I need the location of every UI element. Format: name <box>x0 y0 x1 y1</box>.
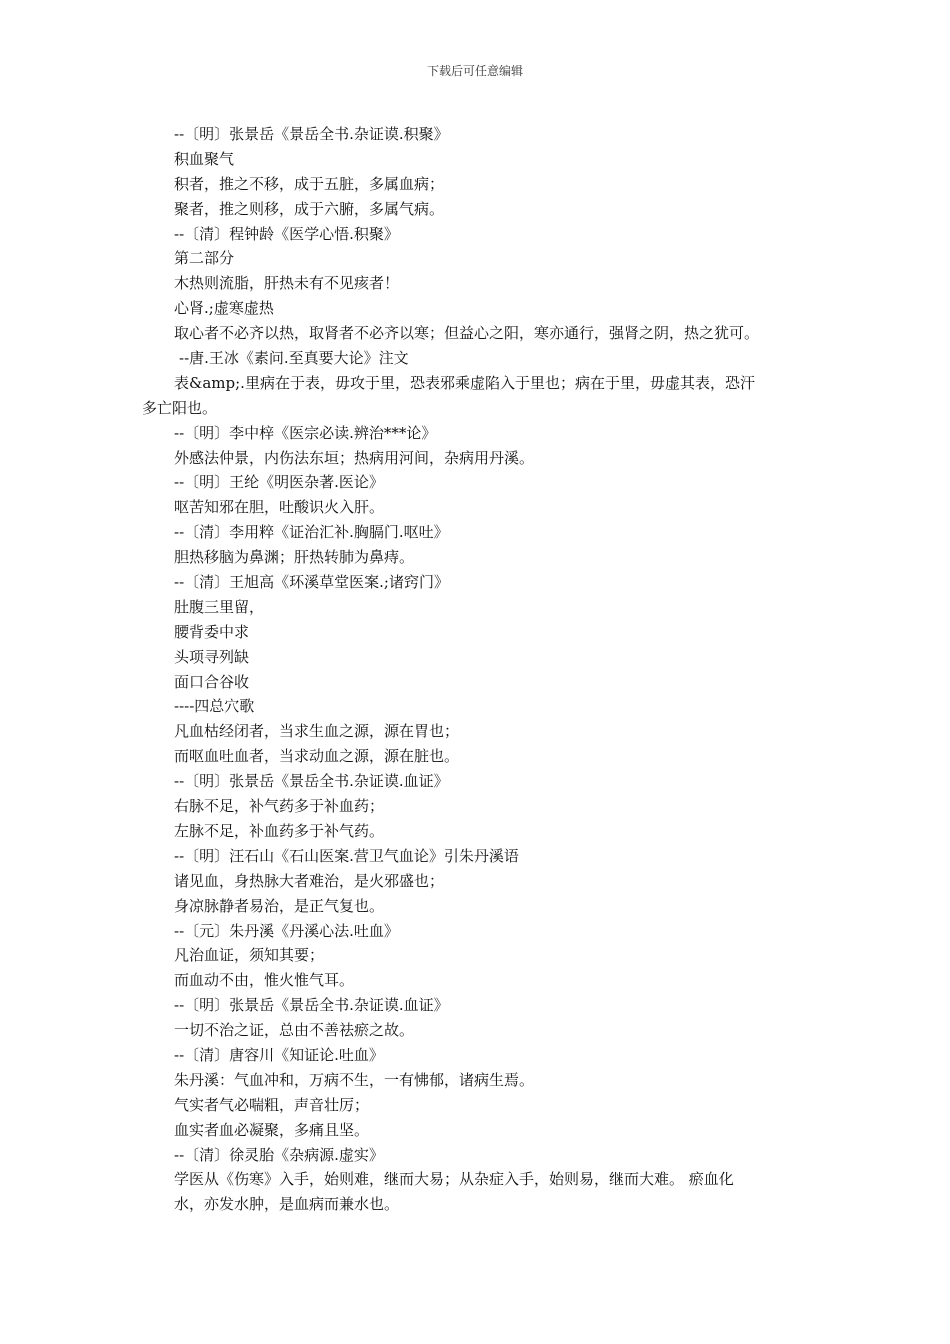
text-line: 身凉脉静者易治，是正气复也。 <box>174 896 385 915</box>
text-line: 凡治血证，须知其要； <box>174 946 325 965</box>
verse-line: 腰背委中求 <box>174 622 250 641</box>
text-line: 积血聚气 <box>174 149 235 168</box>
text-line: 胆热移脑为鼻渊；肝热转肺为鼻痔。 <box>174 548 415 567</box>
verse-line: 面口合谷收 <box>174 672 250 691</box>
text-line: 取心者不必齐以热，取肾者不必齐以寒；但益心之阳，寒亦通行，强肾之阴，热之犹可。 <box>174 324 760 343</box>
text-line: 呕苦知邪在胆，吐酸识火入肝。 <box>174 498 385 517</box>
verse-line: 肚腹三里留， <box>174 597 265 616</box>
text-line: 诸见血，身热脉大者难治，是火邪盛也； <box>174 871 445 890</box>
text-line: 左脉不足，补血药多于补气药。 <box>174 821 385 840</box>
text-line: 右脉不足，补气药多于补血药； <box>174 797 385 816</box>
citation-line: --〔清〕徐灵胎《杂病源.虚实》 <box>174 1145 384 1164</box>
text-line: 血实者血必凝聚，多痛且坚。 <box>174 1120 370 1139</box>
text-line: 多亡阳也。 <box>142 398 218 417</box>
citation-line: --〔明〕张景岳《景岳全书.杂证谟.血证》 <box>174 772 449 791</box>
text-line: 而血动不由，惟火惟气耳。 <box>174 971 355 990</box>
page-header: 下载后可任意编辑 <box>426 64 523 78</box>
text-line: 而呕血吐血者，当求动血之源，源在脏也。 <box>174 747 460 766</box>
text-line: 一切不治之证，总由不善祛瘀之故。 <box>174 1021 415 1040</box>
text-line: 气实者气必喘粗，声音壮厉； <box>174 1095 370 1114</box>
text-line: 水，亦发水肿，是血病而兼水也。 <box>174 1195 400 1214</box>
text-line: 表&amp;.里病在于表，毋攻于里，恐表邪乘虚陷入于里也；病在于里，毋虚其表，恐汗 <box>174 373 755 392</box>
text-line: 凡血枯经闭者，当求生血之源，源在胃也； <box>174 722 460 741</box>
citation-line: ----四总穴歌 <box>174 697 255 716</box>
text-line: 聚者，推之则移，成于六腑，多属气病。 <box>174 199 445 218</box>
citation-line: --〔元〕朱丹溪《丹溪心法.吐血》 <box>174 921 399 940</box>
citation-line: --〔明〕汪石山《石山医案.营卫气血论》引朱丹溪语 <box>174 846 519 865</box>
text-line: 心肾.;虚寒虚热 <box>174 299 274 318</box>
verse-line: 头项寻列缺 <box>174 647 250 666</box>
text-line: 积者，推之不移，成于五脏，多属血病； <box>174 174 445 193</box>
section-heading: 第二部分 <box>174 249 235 268</box>
citation-line: --〔明〕王纶《明医杂著.医论》 <box>174 473 384 492</box>
citation-line: --〔清〕唐容川《知证论.吐血》 <box>174 1045 384 1064</box>
citation-line: --〔明〕张景岳《景岳全书.杂证谟.血证》 <box>174 996 449 1015</box>
citation-line: --〔明〕张景岳《景岳全书.杂证谟.积聚》 <box>174 125 449 143</box>
citation-line: --〔清〕王旭高《环溪草堂医案.;诸窍门》 <box>174 573 449 592</box>
text-line: 学医从《伤寒》入手，始则难，继而大易；从杂症入手，始则易，继而大难。 瘀血化 <box>174 1170 734 1189</box>
citation-line: --唐.王冰《素问.至真要大论》注文 <box>179 349 409 368</box>
citation-line: --〔明〕李中梓《医宗必读.辨治***论》 <box>174 423 437 442</box>
text-line: 朱丹溪：气血冲和，万病不生，一有怫郁，诸病生焉。 <box>174 1070 535 1089</box>
document-body <box>142 122 832 1217</box>
text-line: 木热则流脂，肝热未有不见痎者！ <box>174 274 400 293</box>
citation-line: --〔清〕李用粹《证治汇补.胸膈门.呕吐》 <box>174 523 449 542</box>
citation-line: --〔清〕程钟龄《医学心悟.积聚》 <box>174 224 399 243</box>
text-line: 外感法仲景，内伤法东垣；热病用河间，杂病用丹溪。 <box>174 448 535 467</box>
